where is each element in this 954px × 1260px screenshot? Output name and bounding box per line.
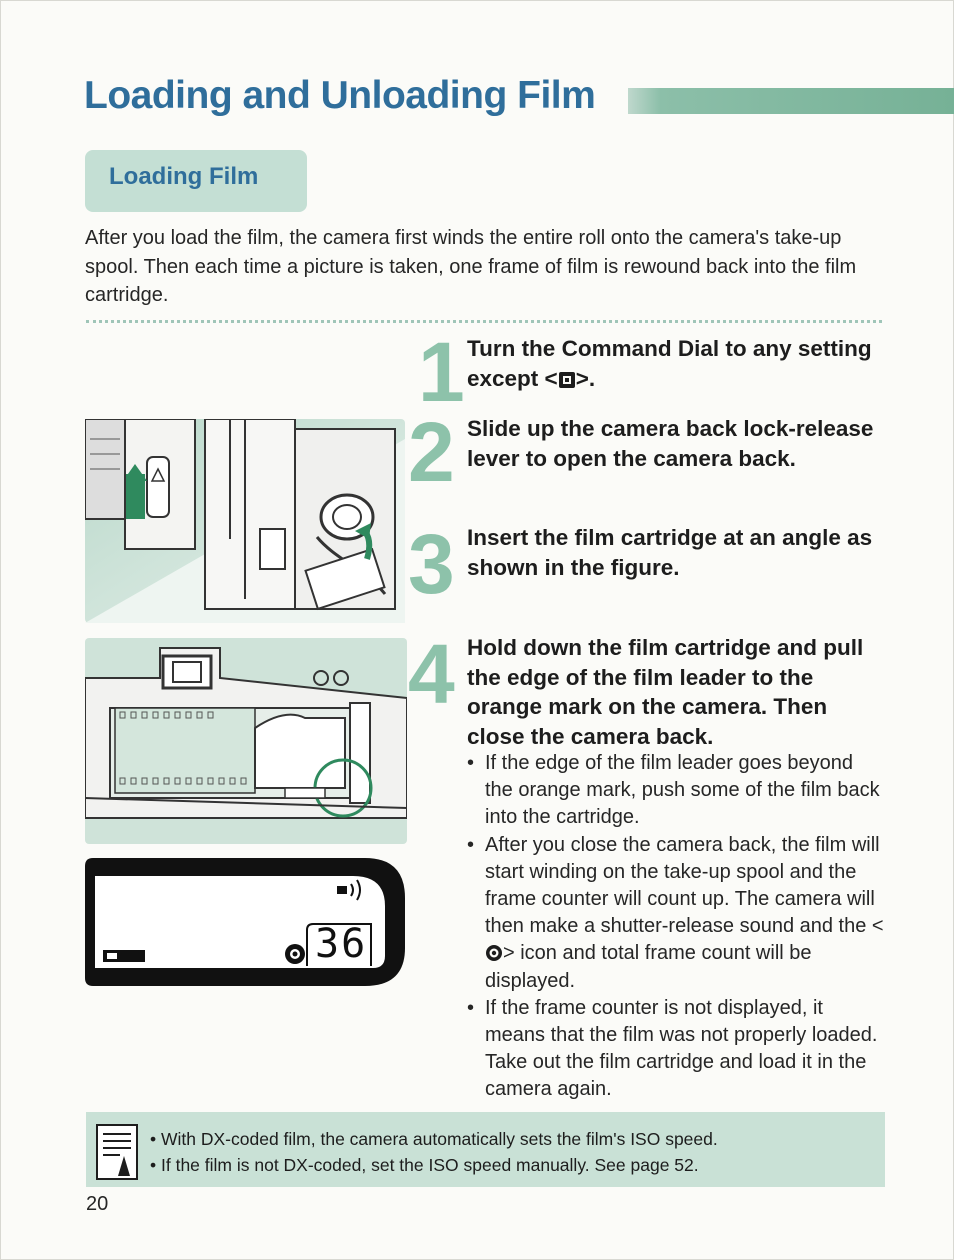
- step-text-1: Turn the Command Dial to any setting except < >.: [467, 336, 872, 391]
- step-4-bullets: [466, 750, 886, 1104]
- title-accent-band: [628, 88, 954, 114]
- film-leader-illustration: [85, 638, 407, 844]
- step-text-4: Hold down the film cartridge and pull the edge of the film leader to the orange mark on the camera. Then close the camera back.: [467, 635, 864, 749]
- list-item: • If the film is not DX-coded, set the ISO speed manually. See page 52.: [150, 1155, 699, 1175]
- step-text-2: Slide up the camera back lock-release lever to open the camera back.: [467, 416, 874, 471]
- dotted-divider: [86, 320, 882, 323]
- list-item: • If the edge of the film leader goes beyond the orange mark, push some of the film back into the cartridge.: [467, 752, 880, 829]
- list-item: • After you close the camera back, the film will start winding on the take-up spool and the frame counter will count up. The camera will then make a shutter-release sound and the <> icon and total frame count will be displayed.: [467, 833, 884, 992]
- lock-off-icon: [558, 371, 576, 389]
- film-cartridge-lcd-icon: [285, 944, 305, 964]
- camera-back-open-drawing: [85, 419, 405, 623]
- list-item: • With DX-coded film, the camera automatically sets the film's ISO speed.: [150, 1129, 718, 1149]
- lcd-frame-counter: 36: [315, 921, 368, 967]
- section-title: Loading Film: [109, 163, 259, 190]
- list-item: • If the frame counter is not displayed, it means that the film was not properly loaded. Take out the film cartridge and load it in the camera again.: [467, 996, 878, 1101]
- lcd-panel-illustration: [85, 858, 405, 986]
- intro-paragraph: After you load the film, the camera first winds the entire roll onto the camera's take-up spool. Then each time a picture is taken, one frame of film is rewound back into the film cartridge.: [85, 227, 857, 306]
- film-cartridge-icon: [485, 944, 503, 962]
- page-title: Loading and Unloading Film: [84, 74, 596, 117]
- step-text-3: Insert the film cartridge at an angle as shown in the figure.: [467, 525, 873, 580]
- step-number-2: 2: [408, 405, 455, 499]
- note-list: [150, 1126, 718, 1178]
- step-number-4: 4: [408, 627, 455, 721]
- camera-back-open-illustration: [85, 419, 405, 623]
- battery-check-icon: [103, 950, 145, 962]
- page-number: 20: [86, 1193, 109, 1215]
- memo-note-icon: [96, 1124, 138, 1180]
- step-number-1: 1: [418, 325, 465, 419]
- step-number-3: 3: [408, 517, 455, 611]
- film-leader-drawing: [85, 638, 407, 844]
